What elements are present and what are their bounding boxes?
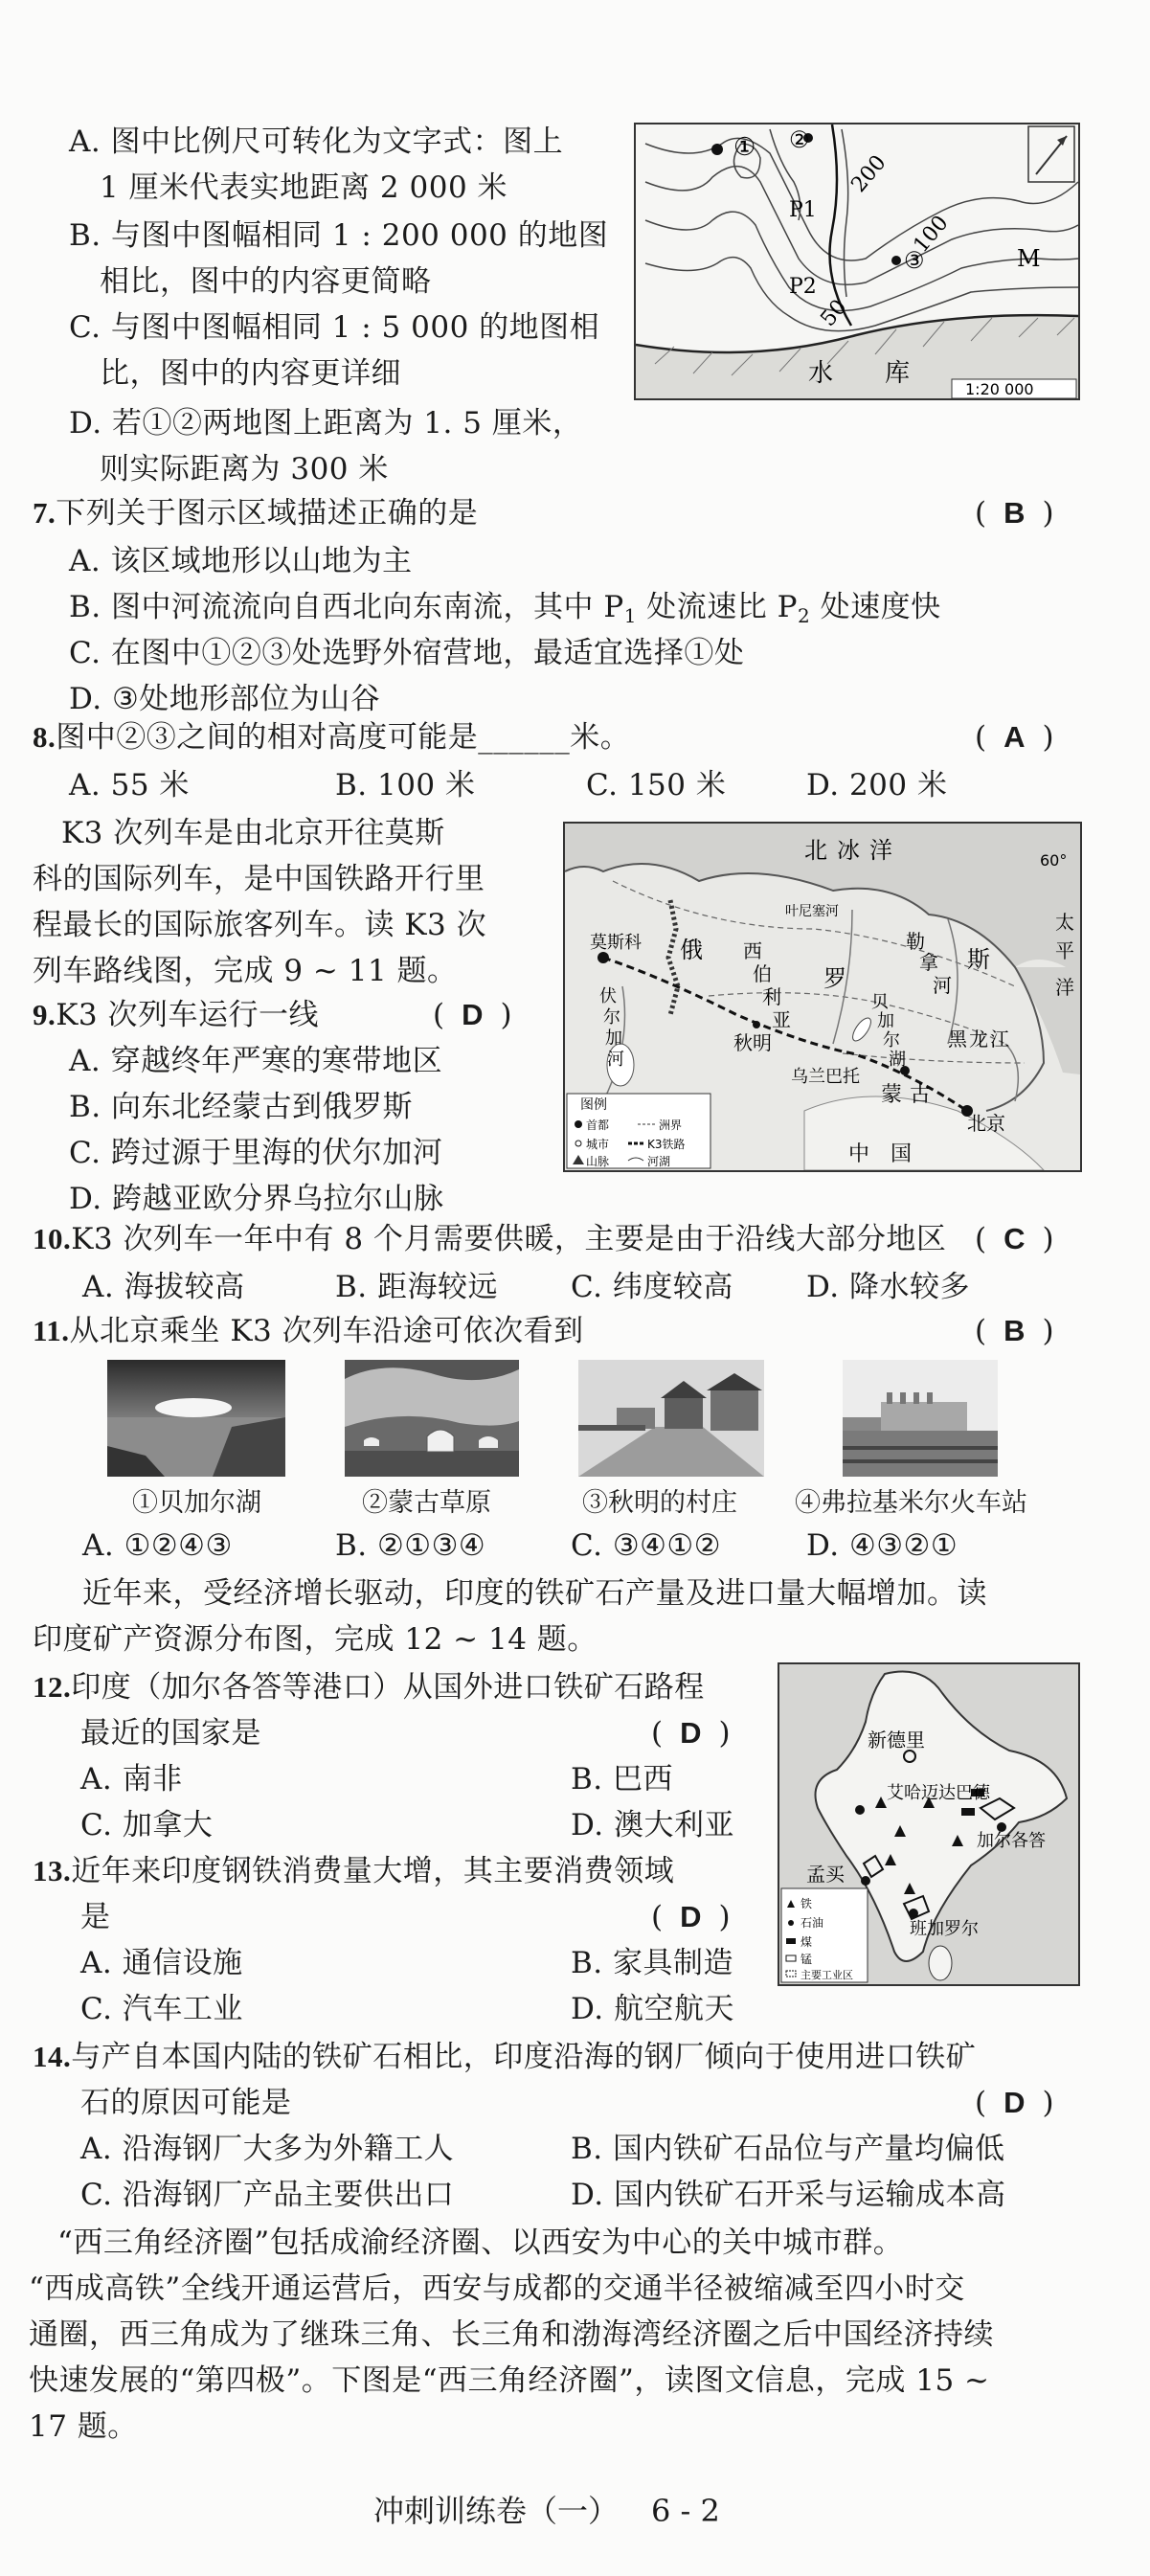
q12-number: 12.	[33, 1670, 72, 1704]
k3-legend-mountain: 山脉	[586, 1155, 610, 1168]
label-100: 100	[909, 211, 954, 258]
k3-legend	[567, 1094, 710, 1168]
footer-page-number: 6 - 2	[651, 2493, 720, 2529]
k3-label-26: 黑	[948, 1028, 967, 1051]
k3-intro-line3: 程最长的国际旅客列车。读 K3 次	[33, 908, 487, 942]
q11-option-d: D. ④③②①	[806, 1528, 958, 1563]
k3-label-13: 伯	[753, 962, 772, 985]
q10-option-c: C. 纬度较高	[571, 1270, 733, 1304]
q10-number: 10.	[33, 1222, 72, 1255]
q10-option-d: D. 降水较多	[806, 1270, 970, 1304]
label-p1: P1	[789, 198, 817, 222]
q14-option-c: C. 沿海钢厂产品主要供出口	[80, 2178, 455, 2212]
k3-map-graphic	[565, 824, 1080, 1170]
q13-option-d: D. 航空航天	[571, 1992, 734, 2026]
k3-label-28: 江	[990, 1028, 1009, 1051]
k3-label-17: 拿	[919, 951, 938, 974]
q8-option-b: B. 100 米	[335, 768, 476, 802]
q13-answer: D	[680, 1900, 702, 1933]
k3-label-15: 亚	[772, 1008, 791, 1031]
india-label-new-delhi: 新德里	[868, 1729, 925, 1751]
k3-label-21: 洋	[1055, 976, 1074, 999]
q13-option-c: C. 汽车工业	[80, 1992, 243, 2026]
q6-option-d-line1: D. 若①②两地图上距离为 1. 5 厘米，	[69, 406, 583, 441]
k3-label-19: 太	[1055, 911, 1074, 934]
k3-label-27: 龙	[969, 1028, 988, 1051]
q7-stem	[33, 490, 478, 536]
q11-number: 11.	[33, 1314, 70, 1347]
q8-text: 图中②③之间的相对高度可能是______米。	[56, 720, 631, 755]
k3-label-14: 利	[762, 985, 781, 1008]
k3-label-29: 蒙	[881, 1083, 903, 1107]
india-label-bangalore: 班加罗尔	[910, 1919, 979, 1939]
label-p2: P2	[789, 275, 817, 299]
q12-option-b: B. 巴西	[571, 1762, 673, 1796]
india-intro-line1: 近年来，受经济增长驱动，印度的铁矿石产量及进口量大幅增加。读	[82, 1576, 987, 1611]
q13-number: 13.	[33, 1854, 72, 1887]
q11-text: 从北京乘坐 K3 次列车沿途可依次看到	[69, 1314, 584, 1348]
k3-label-1: 冰	[837, 837, 860, 864]
q9-answer: D	[462, 998, 484, 1031]
q9-stem	[33, 992, 319, 1038]
k3-label-25: 湖	[889, 1050, 906, 1070]
caption-station: ④弗拉基米尔火车站	[795, 1488, 1027, 1518]
label-50: 50	[816, 295, 852, 331]
india-resource-map	[778, 1662, 1080, 1986]
q10-option-a: A. 海拔较高	[82, 1270, 245, 1304]
q13-stem-line2: 是	[80, 1900, 111, 1934]
q7-text: 下列关于图示区域描述正确的是	[56, 496, 479, 531]
q14-option-d: D. 国内铁矿石开采与运输成本高	[571, 2178, 1006, 2212]
xsj-intro-line2: “西成高铁”全线开通运营后，西安与成都的交通半径被缩减至四小时交	[29, 2271, 965, 2306]
k3-label-30: 古	[910, 1083, 932, 1107]
k3-label-6: 尔	[603, 1007, 620, 1028]
point-1-marker	[711, 144, 723, 155]
q12-option-a: A. 南非	[80, 1762, 183, 1796]
q7-answer-box: ( B )	[975, 496, 1054, 531]
india-legend-industrial: 主要工业区	[800, 1969, 853, 1981]
q8-number: 8.	[33, 720, 56, 754]
k3-label-22: 贝	[871, 992, 889, 1012]
k3-label-beijing: 北京	[967, 1112, 1005, 1135]
k3-legend-capital: 首都	[586, 1119, 610, 1132]
q6-option-b-line1: B. 与图中图幅相同 1 : 200 000 的地图	[69, 218, 609, 253]
q9-answer-box: ( D )	[433, 998, 512, 1032]
k3-legend-river: 河湖	[647, 1155, 671, 1168]
k3-label-5: 伏	[599, 986, 617, 1006]
q9-option-c: C. 跨过源于里海的伏尔加河	[69, 1136, 443, 1170]
page-footer	[373, 2490, 720, 2532]
map-scale: 1:20 000	[965, 380, 1034, 398]
k3-label-8: 河	[607, 1050, 624, 1070]
photo-mongolian-grassland	[345, 1360, 519, 1477]
q7-sub-1: 1	[623, 604, 637, 627]
k3-label-0: 北	[804, 837, 827, 864]
point-3-marker	[891, 256, 901, 265]
k3-label-20: 平	[1055, 939, 1074, 962]
k3-label-34: 国	[891, 1142, 913, 1166]
q12-stem-line2: 最近的国家是	[80, 1716, 261, 1751]
q13-stem-line1	[33, 1848, 674, 1894]
q6-option-d-line2: 则实际距离为 300 米	[100, 452, 389, 486]
label-3: ③	[904, 247, 925, 274]
label-200: 200	[846, 150, 891, 197]
k3-label-2: 洋	[869, 837, 892, 864]
k3-label-10: 罗	[823, 965, 846, 992]
caption-baikal: ①贝加尔湖	[132, 1488, 261, 1518]
india-label-mumbai: 孟买	[806, 1863, 845, 1886]
q13-option-a: A. 通信设施	[80, 1946, 243, 1980]
label-water: 水	[808, 359, 834, 388]
photo-vladimir-station	[843, 1360, 998, 1477]
q11-option-a: A. ①②④③	[82, 1528, 233, 1563]
q10-text: K3 次列车一年中有 8 个月需要供暖，主要是由于沿线大部分地区	[71, 1222, 947, 1256]
q12-stem-line1	[33, 1664, 705, 1710]
k3-label-16: 勒	[906, 930, 925, 953]
label-m: M	[1017, 245, 1041, 272]
k3-legend-city: 城市	[586, 1138, 610, 1151]
q8-option-d: D. 200 米	[806, 768, 948, 802]
q14-option-b: B. 国内铁矿石品位与产量均偏低	[571, 2132, 1005, 2166]
q9-option-d: D. 跨越亚欧分界乌拉尔山脉	[69, 1182, 444, 1216]
q6-option-a-line1: A. 图中比例尺可转化为文字式：图上	[69, 124, 564, 159]
q12-option-c: C. 加拿大	[80, 1808, 214, 1842]
q7-option-d: D. ③处地形部位为山谷	[69, 682, 381, 716]
k3-intro-line1: K3 次列车是由北京开往莫斯	[61, 816, 445, 850]
q6-option-a-line2: 1 厘米代表实地距离 2 000 米	[100, 170, 508, 205]
contour-map	[634, 123, 1080, 400]
q14-answer-box: ( D )	[975, 2086, 1054, 2120]
k3-label-23: 加	[877, 1011, 894, 1031]
q14-option-a: A. 沿海钢厂大多为外籍工人	[80, 2132, 455, 2166]
label-reservoir: 库	[885, 359, 911, 388]
india-legend-coal: 煤	[800, 1935, 813, 1949]
k3-label-18: 河	[933, 974, 952, 997]
k3-label-12: 西	[743, 939, 762, 962]
q14-text-line1: 与产自本国内陆的铁矿石相比，印度沿海的钢厂倾向于使用进口铁矿	[71, 2040, 977, 2074]
india-label-ahmedabad: 艾哈迈达巴德	[887, 1783, 990, 1803]
k3-label-33: 中	[848, 1142, 870, 1166]
k3-label-tyumen: 秋明	[733, 1031, 772, 1054]
q8-option-c: C. 150 米	[586, 768, 727, 802]
k3-label-11: 斯	[967, 946, 990, 973]
q11-answer-box: ( B )	[975, 1314, 1054, 1348]
k3-legend-continent: 洲界	[659, 1119, 683, 1132]
q9-option-a: A. 穿越终年严寒的寒带地区	[69, 1044, 443, 1078]
ural-mountains	[668, 900, 678, 1015]
q11-option-b: B. ②①③④	[335, 1528, 486, 1563]
q11-option-c: C. ③④①②	[571, 1528, 721, 1563]
q12-option-d: D. 澳大利亚	[571, 1808, 734, 1842]
q9-text: K3 次列车运行一线	[56, 998, 319, 1032]
q14-answer: D	[1003, 2086, 1026, 2119]
india-legend-oil: 石油	[800, 1916, 824, 1930]
k3-legend-railway: K3铁路	[647, 1138, 686, 1151]
q7-option-b-part1: B. 图中河流流向自西北向东南流，其中 P	[69, 590, 624, 624]
q9-option-b: B. 向东北经蒙古到俄罗斯	[69, 1090, 413, 1124]
q7-option-a: A. 该区域地形以山地为主	[69, 544, 413, 578]
q10-option-b: B. 距海较远	[335, 1270, 498, 1304]
q7-answer: B	[1003, 496, 1026, 530]
caption-grassland: ②蒙古草原	[362, 1488, 491, 1518]
photo-baikal-lake	[107, 1360, 285, 1477]
xsj-intro-line1: “西三角经济圈”包括成渝经济圈、以西安为中心的关中城市群。	[57, 2226, 904, 2260]
k3-legend-title: 图例	[580, 1097, 607, 1113]
india-legend-iron: 铁	[800, 1897, 813, 1910]
q7-sub-2: 2	[798, 604, 811, 627]
q13-text-line1: 近年来印度钢铁消费量大增，其主要消费领域	[71, 1854, 675, 1888]
q8-stem	[33, 714, 630, 760]
q14-stem-line2: 石的原因可能是	[80, 2086, 292, 2120]
india-intro-line2: 印度矿产资源分布图，完成 12 ~ 14 题。	[33, 1622, 598, 1657]
q8-option-a: A. 55 米	[69, 768, 190, 802]
india-map-graphic	[779, 1664, 1078, 1984]
india-label-kolkata: 加尔各答	[977, 1831, 1046, 1851]
xsj-intro-line4: 快速发展的“第四极”。下图是“西三角经济圈”，读图文信息，完成 15 ~	[29, 2363, 990, 2398]
k3-intro-line4: 列车路线图，完成 9 ~ 11 题。	[33, 954, 458, 988]
q12-answer: D	[680, 1716, 702, 1750]
contour-map-graphic	[636, 124, 1078, 398]
k3-label-7: 加	[605, 1028, 622, 1049]
label-2: ②	[789, 126, 810, 153]
caption-village: ③秋明的村庄	[582, 1488, 737, 1518]
q6-option-c-line1: C. 与图中图幅相同 1 : 5 000 的地图相	[69, 310, 600, 345]
q10-answer-box: ( C )	[975, 1222, 1054, 1256]
q13-option-b: B. 家具制造	[571, 1946, 733, 1980]
q9-number: 9.	[33, 998, 56, 1031]
q6-option-b-line2: 相比，图中的内容更简略	[100, 264, 432, 299]
q14-number: 14.	[33, 2040, 72, 2073]
q6-option-c-line2: 比，图中的内容更详细	[100, 356, 401, 391]
q10-answer: C	[1003, 1222, 1026, 1255]
q12-answer-box: ( D )	[651, 1716, 731, 1751]
q7-option-b-part3: 处速度快	[810, 590, 941, 624]
k3-label-60deg: 60°	[1040, 851, 1068, 870]
k3-label-ulaanbaatar: 乌兰巴托	[791, 1067, 860, 1087]
footer-title: 冲刺训练卷（一）	[373, 2493, 620, 2529]
q11-answer: B	[1003, 1314, 1026, 1347]
photo-tyumen-village	[578, 1360, 764, 1477]
k3-intro-line2: 科的国际列车，是中国铁路开行里	[33, 862, 485, 896]
xsj-intro-line3: 通圈，西三角成为了继珠三角、长三角和渤海湾经济圈之后中国经济持续	[29, 2317, 994, 2352]
q10-stem	[33, 1216, 946, 1262]
q12-text-line1: 印度（加尔各答等港口）从国外进口铁矿石路程	[71, 1670, 705, 1705]
q14-stem-line1	[33, 2034, 976, 2080]
q7-option-b-part2: 处流速比 P	[636, 590, 799, 624]
india-legend-manganese: 锰	[800, 1953, 813, 1966]
q7-option-c: C. 在图中①②③处选野外宿营地，最适宜选择①处	[69, 636, 745, 670]
q7-number: 7.	[33, 496, 56, 530]
q8-answer-box: ( A )	[975, 720, 1054, 755]
north-arrow-icon	[1028, 126, 1074, 182]
q11-stem	[33, 1308, 584, 1354]
xsj-intro-line5: 17 题。	[29, 2409, 138, 2444]
k3-label-moscow: 莫斯科	[590, 933, 642, 953]
label-1: ①	[733, 133, 756, 162]
q13-answer-box: ( D )	[651, 1900, 731, 1934]
q8-answer: A	[1003, 720, 1026, 754]
k3-label-yenisei: 叶尼塞河	[785, 904, 839, 919]
k3-route-map	[563, 822, 1082, 1172]
k3-label-9: 俄	[680, 937, 703, 963]
india-legend	[781, 1888, 868, 1982]
k3-label-24: 尔	[883, 1030, 900, 1051]
